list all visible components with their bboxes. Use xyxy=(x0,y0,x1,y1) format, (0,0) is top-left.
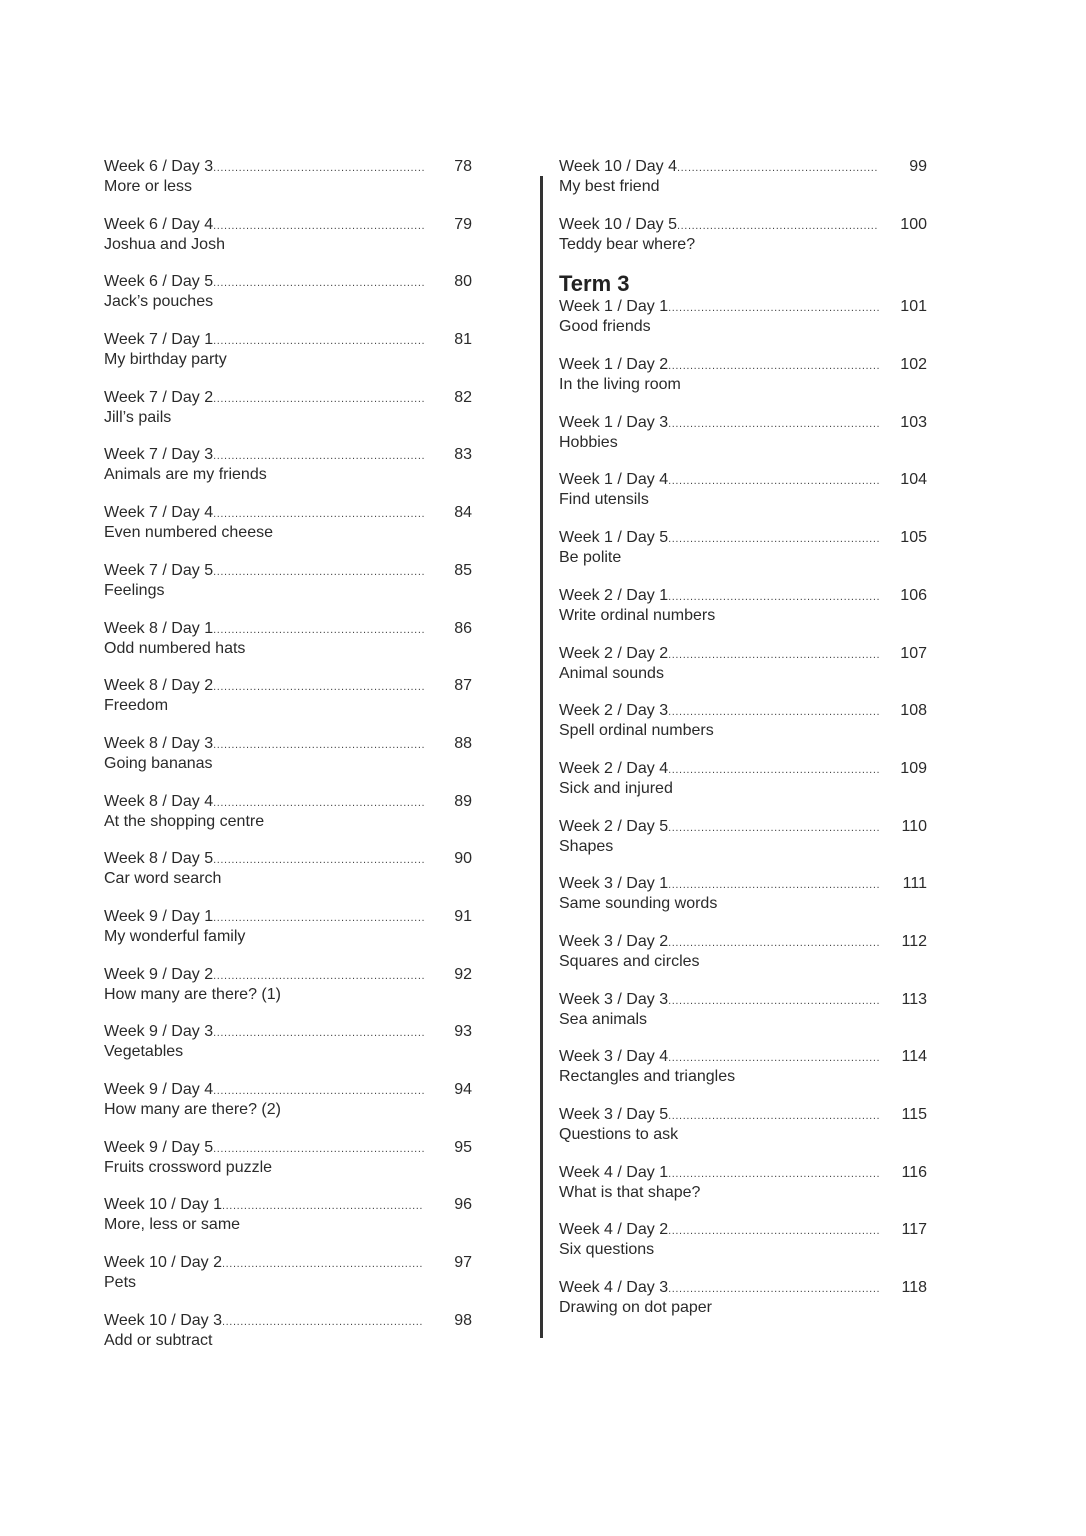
toc-entry[interactable] xyxy=(559,470,927,528)
toc-entry[interactable] xyxy=(104,734,472,792)
dot-leader xyxy=(213,620,424,640)
toc-week-day: Week 6 / Day 4 xyxy=(104,215,214,233)
toc-entry[interactable] xyxy=(104,1195,472,1253)
toc-entry[interactable] xyxy=(104,503,472,561)
toc-entry[interactable] xyxy=(104,907,472,965)
toc-page-number: 111 xyxy=(902,875,927,893)
toc-week-day: Week 6 / Day 3 xyxy=(104,158,214,175)
toc-entry[interactable] xyxy=(559,157,927,215)
toc-page-number: 90 xyxy=(454,850,472,868)
toc-entry-title: Teddy bear where? xyxy=(559,235,696,253)
toc-entry-header xyxy=(559,297,927,317)
toc-week-day: Week 2 / Day 1 xyxy=(559,586,669,604)
toc-page-number: 79 xyxy=(454,215,472,233)
toc-page-number: 110 xyxy=(901,817,927,835)
dot-leader xyxy=(668,1279,879,1299)
toc-entry-header xyxy=(559,1105,927,1125)
toc-entry-title: Joshua and Josh xyxy=(104,235,225,253)
toc-entry[interactable] xyxy=(559,215,927,273)
toc-page-number: 85 xyxy=(454,561,472,579)
toc-entry-title: Sick and injured xyxy=(559,779,673,797)
toc-entry-header xyxy=(559,644,927,664)
toc-week-day: Week 7 / Day 1 xyxy=(104,331,214,349)
toc-entry[interactable] xyxy=(559,990,927,1048)
toc-entry[interactable] xyxy=(104,561,472,619)
toc-entry-header xyxy=(559,586,927,606)
dot-leader xyxy=(668,1221,879,1241)
toc-entry-header xyxy=(104,792,472,812)
dot-leader xyxy=(668,933,879,953)
toc-entry-title: Animals are my friends xyxy=(104,466,267,484)
toc-page-number: 117 xyxy=(901,1221,927,1239)
toc-entry-header xyxy=(559,1278,927,1298)
toc-week-day: Week 8 / Day 5 xyxy=(104,850,214,868)
toc-page-number: 98 xyxy=(454,1311,472,1329)
toc-week-day: Week 2 / Day 5 xyxy=(559,817,669,835)
toc-entry-header xyxy=(559,413,927,433)
toc-week-day: Week 1 / Day 4 xyxy=(559,471,669,489)
dot-leader xyxy=(668,1048,879,1068)
toc-week-day: Week 3 / Day 2 xyxy=(559,932,669,950)
dot-leader xyxy=(668,298,879,318)
toc-page-number: 92 xyxy=(454,965,472,983)
toc-page-number: 104 xyxy=(900,471,927,489)
toc-entry-header xyxy=(104,272,472,292)
toc-week-day: Week 4 / Day 3 xyxy=(559,1279,669,1297)
toc-page-number: 97 xyxy=(454,1254,472,1272)
toc-entry-header xyxy=(559,470,927,490)
toc-entry-header xyxy=(104,907,472,927)
toc-entry-header xyxy=(104,330,472,350)
toc-page-number: 112 xyxy=(901,932,927,950)
toc-entry-title: My best friend xyxy=(559,178,660,195)
toc-week-day: Week 7 / Day 5 xyxy=(104,561,214,579)
toc-week-day: Week 4 / Day 2 xyxy=(559,1221,669,1239)
toc-entry-title: In the living room xyxy=(559,376,681,394)
toc-entry-title: Car word search xyxy=(104,870,222,888)
toc-page-number: 103 xyxy=(900,413,927,431)
toc-entry[interactable] xyxy=(104,1311,472,1369)
toc-entry-header xyxy=(104,849,472,869)
toc-entry-title: How many are there? (2) xyxy=(104,1101,281,1118)
toc-week-day: Week 10 / Day 3 xyxy=(104,1311,222,1329)
dot-leader xyxy=(668,356,879,376)
toc-entry[interactable] xyxy=(104,619,472,677)
dot-leader xyxy=(213,446,424,466)
toc-entry-title: More, less or same xyxy=(104,1216,241,1234)
toc-entry-title: Be polite xyxy=(559,549,622,567)
toc-week-day: Week 2 / Day 2 xyxy=(559,644,669,662)
dot-leader xyxy=(668,991,879,1011)
dot-leader xyxy=(668,760,879,780)
toc-entry[interactable] xyxy=(104,965,472,1023)
toc-week-day: Week 2 / Day 3 xyxy=(559,702,669,720)
toc-entry-header xyxy=(104,1195,472,1215)
toc-page-number: 91 xyxy=(454,907,472,925)
toc-entry-header xyxy=(104,676,472,696)
toc-page-number: 96 xyxy=(454,1196,472,1214)
toc-page-number: 88 xyxy=(454,734,472,752)
toc-page-number: 115 xyxy=(901,1106,927,1123)
toc-week-day: Week 9 / Day 3 xyxy=(104,1023,214,1041)
toc-entry[interactable] xyxy=(104,1080,472,1138)
dot-leader xyxy=(213,158,424,178)
toc-entry-title: Jill’s pails xyxy=(104,408,172,426)
toc-entry-title: What is that shape? xyxy=(559,1183,701,1201)
toc-entry-header xyxy=(104,388,472,408)
toc-left-column xyxy=(104,157,472,1368)
dot-leader xyxy=(213,966,424,986)
dot-leader xyxy=(213,735,424,755)
toc-entry-title: Jack’s pouches xyxy=(104,293,214,311)
toc-entry-header xyxy=(104,965,472,985)
toc-entry[interactable] xyxy=(104,445,472,503)
toc-entry[interactable] xyxy=(559,355,927,413)
dot-leader xyxy=(677,216,879,236)
toc-entry[interactable] xyxy=(104,215,472,273)
toc-entry-title: Same sounding words xyxy=(559,895,718,913)
toc-entry[interactable] xyxy=(104,157,472,215)
toc-page-number: 78 xyxy=(454,158,472,175)
dot-leader xyxy=(213,331,424,351)
toc-entry-header xyxy=(104,157,472,177)
toc-entry-header xyxy=(104,1138,472,1158)
toc-entry-title: Drawing on dot paper xyxy=(559,1299,712,1317)
toc-week-day: Week 7 / Day 4 xyxy=(104,504,214,522)
column-divider xyxy=(540,176,543,1338)
toc-page-number: 101 xyxy=(900,298,927,316)
dot-leader xyxy=(668,702,879,722)
toc-page-number: 89 xyxy=(454,792,472,810)
toc-page-number: 87 xyxy=(454,677,472,695)
toc-entry-title: Pets xyxy=(104,1274,137,1292)
toc-entry[interactable] xyxy=(104,1022,472,1080)
toc-page-number: 95 xyxy=(454,1138,472,1156)
toc-entry-header xyxy=(559,1047,927,1067)
toc-page-number: 118 xyxy=(901,1279,927,1297)
dot-leader xyxy=(213,1023,424,1043)
toc-entry[interactable] xyxy=(559,1163,927,1221)
dot-leader xyxy=(668,645,879,665)
toc-entry-header xyxy=(559,817,927,837)
toc-page-number: 108 xyxy=(900,702,927,720)
toc-entry[interactable] xyxy=(104,676,472,734)
toc-entry[interactable] xyxy=(559,297,927,355)
toc-entry[interactable] xyxy=(559,586,927,644)
toc-entry-title: Feelings xyxy=(104,581,165,599)
toc-entry[interactable] xyxy=(559,701,927,759)
toc-entry-header xyxy=(559,701,927,721)
toc-page-number: 114 xyxy=(901,1048,927,1066)
dot-leader xyxy=(213,908,424,928)
toc-entry[interactable] xyxy=(559,932,927,990)
dot-leader xyxy=(213,850,424,870)
toc-entry[interactable] xyxy=(559,644,927,702)
toc-week-day: Week 1 / Day 3 xyxy=(559,413,669,431)
toc-entry-header xyxy=(559,990,927,1010)
toc-week-day: Week 9 / Day 1 xyxy=(104,907,214,925)
toc-entry[interactable] xyxy=(104,792,472,850)
dot-leader xyxy=(222,1312,424,1332)
toc-page-number: 81 xyxy=(454,331,472,349)
dot-leader xyxy=(668,414,879,434)
toc-week-day: Week 3 / Day 4 xyxy=(559,1048,669,1066)
toc-entry[interactable] xyxy=(559,874,927,932)
toc-entry-header xyxy=(559,215,927,235)
toc-term3-list xyxy=(559,297,927,1335)
toc-week-day: Week 2 / Day 4 xyxy=(559,759,669,777)
toc-entry-title: Freedom xyxy=(104,697,169,715)
toc-entry[interactable] xyxy=(104,272,472,330)
toc-page-number: 116 xyxy=(901,1163,927,1181)
toc-page-number: 80 xyxy=(454,273,472,291)
toc-entry-title: Questions to ask xyxy=(559,1126,679,1143)
toc-page-number: 105 xyxy=(900,529,927,547)
toc-entry-title: My birthday party xyxy=(104,351,227,369)
toc-entry-header xyxy=(104,1022,472,1042)
toc-entry-title: My wonderful family xyxy=(104,927,246,945)
toc-entry[interactable] xyxy=(104,388,472,446)
dot-leader xyxy=(668,875,879,895)
toc-entry-header xyxy=(559,759,927,779)
toc-entry[interactable] xyxy=(104,1138,472,1196)
toc-entry-header xyxy=(559,157,927,177)
toc-week-day: Week 10 / Day 1 xyxy=(104,1196,222,1214)
toc-entry-header xyxy=(104,561,472,581)
toc-entry-header xyxy=(104,445,472,465)
dot-leader xyxy=(668,1106,879,1126)
toc-entry[interactable] xyxy=(559,817,927,875)
toc-week-day: Week 8 / Day 2 xyxy=(104,677,214,695)
toc-entry-header xyxy=(104,619,472,639)
toc-week-day: Week 10 / Day 4 xyxy=(559,158,677,175)
toc-entry[interactable] xyxy=(559,1220,927,1278)
dot-leader xyxy=(213,504,424,524)
toc-entry-title: Six questions xyxy=(559,1241,655,1259)
dot-leader xyxy=(213,1139,424,1159)
toc-page-number: 86 xyxy=(454,619,472,637)
dot-leader xyxy=(213,562,424,582)
dot-leader xyxy=(668,1164,879,1184)
dot-leader xyxy=(213,389,424,409)
toc-right-column xyxy=(559,157,927,1336)
toc-week-day: Week 8 / Day 4 xyxy=(104,792,214,810)
toc-page-number: 99 xyxy=(909,158,927,175)
toc-week-day: Week 7 / Day 3 xyxy=(104,446,214,464)
toc-page-number: 94 xyxy=(454,1081,472,1098)
toc-entry-header xyxy=(104,503,472,523)
toc-entry-title: How many are there? (1) xyxy=(104,985,281,1003)
toc-week-day: Week 1 / Day 2 xyxy=(559,356,669,374)
toc-entry-title: Rectangles and triangles xyxy=(559,1068,736,1086)
toc-week-day: Week 10 / Day 2 xyxy=(104,1254,222,1272)
toc-entry[interactable] xyxy=(559,528,927,586)
toc-entry[interactable] xyxy=(559,1047,927,1105)
dot-leader xyxy=(222,1254,424,1274)
toc-entry-header xyxy=(559,1220,927,1240)
toc-week-day: Week 7 / Day 2 xyxy=(104,388,214,406)
toc-entry[interactable] xyxy=(559,413,927,471)
toc-week-day: Week 9 / Day 5 xyxy=(104,1138,214,1156)
toc-entry[interactable] xyxy=(559,1278,927,1336)
toc-week-day: Week 4 / Day 1 xyxy=(559,1163,669,1181)
toc-entry-title: More or less xyxy=(104,178,193,195)
toc-page-number: 84 xyxy=(454,504,472,522)
term-heading: Term 3 xyxy=(559,271,630,297)
toc-entry-title: Squares and circles xyxy=(559,952,700,970)
toc-entry[interactable] xyxy=(104,1253,472,1311)
toc-entry-header xyxy=(559,932,927,952)
toc-entry-header xyxy=(559,874,927,894)
toc-entry-title: Vegetables xyxy=(104,1043,184,1061)
toc-entry[interactable] xyxy=(559,759,927,817)
toc-page-number: 83 xyxy=(454,446,472,464)
toc-entry-header xyxy=(104,1253,472,1273)
toc-entry-title: Shapes xyxy=(559,837,614,855)
toc-entry-header xyxy=(104,734,472,754)
toc-page-number: 107 xyxy=(900,644,927,662)
toc-entry-title: Write ordinal numbers xyxy=(559,606,716,624)
toc-entry[interactable] xyxy=(104,330,472,388)
toc-entry-title: Hobbies xyxy=(559,433,618,451)
toc-entry-header xyxy=(104,215,472,235)
dot-leader xyxy=(668,587,879,607)
toc-week-day: Week 10 / Day 5 xyxy=(559,215,677,233)
toc-week-day: Week 6 / Day 5 xyxy=(104,273,214,291)
toc-entry-title: Find utensils xyxy=(559,491,649,509)
toc-entry[interactable] xyxy=(104,849,472,907)
toc-entry[interactable] xyxy=(559,1105,927,1163)
toc-entry-title: Even numbered cheese xyxy=(104,524,273,542)
toc-entry-title: Animal sounds xyxy=(559,664,664,682)
toc-week-day: Week 8 / Day 1 xyxy=(104,619,214,637)
toc-entry-title: Going bananas xyxy=(104,754,213,772)
dot-leader xyxy=(213,1081,424,1101)
toc-entry-header xyxy=(559,355,927,375)
toc-entry-title: Good friends xyxy=(559,318,651,336)
toc-week-day: Week 9 / Day 2 xyxy=(104,965,214,983)
toc-page-number: 93 xyxy=(454,1023,472,1041)
dot-leader xyxy=(677,158,879,178)
toc-week-day: Week 9 / Day 4 xyxy=(104,1081,214,1098)
toc-week-day: Week 3 / Day 1 xyxy=(559,875,669,893)
toc-page-number: 100 xyxy=(900,215,927,233)
dot-leader xyxy=(213,677,424,697)
toc-page-number: 82 xyxy=(454,388,472,406)
dot-leader xyxy=(668,471,879,491)
toc-entry-header xyxy=(559,528,927,548)
toc-entry-title: At the shopping centre xyxy=(104,812,265,830)
toc-entry-title: Spell ordinal numbers xyxy=(559,722,714,740)
toc-entry-header xyxy=(104,1311,472,1331)
toc-week-day: Week 1 / Day 5 xyxy=(559,529,669,547)
toc-term2-continued xyxy=(559,157,927,272)
dot-leader xyxy=(668,529,879,549)
toc-page-number: 109 xyxy=(900,759,927,777)
toc-page-number: 102 xyxy=(900,356,927,374)
toc-entry-title: Add or subtract xyxy=(104,1331,213,1349)
toc-page-number: 113 xyxy=(901,990,927,1008)
dot-leader xyxy=(213,793,424,813)
toc-page-number: 106 xyxy=(900,586,927,604)
toc-entry-title: Sea animals xyxy=(559,1010,648,1028)
toc-entry-header xyxy=(559,1163,927,1183)
toc-entry-title: Fruits crossword puzzle xyxy=(104,1158,273,1176)
toc-entry-title: Odd numbered hats xyxy=(104,639,246,657)
toc-entry-header xyxy=(104,1080,472,1100)
toc-week-day: Week 3 / Day 5 xyxy=(559,1106,669,1123)
dot-leader xyxy=(668,818,879,838)
toc-week-day: Week 8 / Day 3 xyxy=(104,734,214,752)
dot-leader xyxy=(222,1196,424,1216)
toc-week-day: Week 3 / Day 3 xyxy=(559,990,669,1008)
dot-leader xyxy=(213,216,424,236)
toc-week-day: Week 1 / Day 1 xyxy=(559,298,669,316)
dot-leader xyxy=(213,273,424,293)
